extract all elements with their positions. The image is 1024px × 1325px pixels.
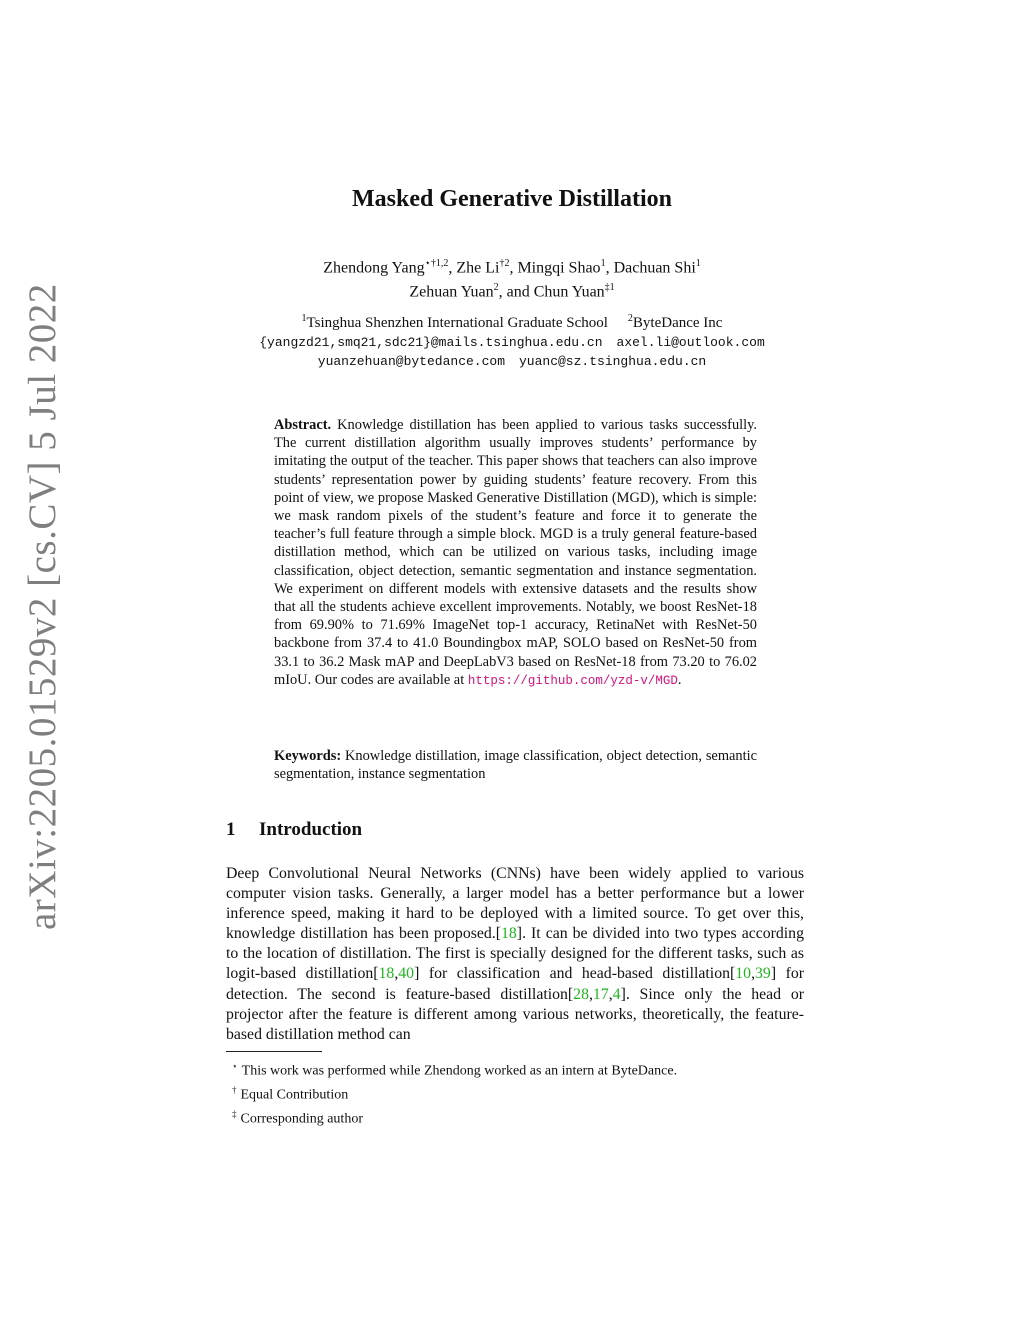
section-title: Introduction bbox=[259, 819, 363, 840]
intro-text: . Since only the head or projector after the feature is different among various networks, theoretically, the feature-based distillation method can bbox=[226, 985, 804, 1043]
citation-separator: , bbox=[394, 965, 399, 983]
citation-bracket: ] bbox=[620, 985, 626, 1003]
citation-link[interactable]: 4 bbox=[612, 985, 621, 1003]
section-heading bbox=[226, 819, 362, 841]
citation-bracket: [ bbox=[567, 985, 574, 1003]
citation-link[interactable]: 40 bbox=[398, 965, 415, 983]
keywords bbox=[274, 747, 757, 783]
citation-separator: , bbox=[588, 985, 593, 1003]
citation-separator: , bbox=[608, 985, 613, 1003]
affiliation-superscript: 2 bbox=[627, 313, 633, 324]
citation-bracket: ] bbox=[770, 965, 777, 983]
author-name: Dachuan Shi bbox=[613, 259, 696, 277]
author-superscript: ‡1 bbox=[604, 282, 615, 294]
author-superscript: †2 bbox=[499, 258, 510, 269]
intro-text: for classification and head-based distillation bbox=[419, 965, 730, 983]
author-list: Zhendong Yang$^{⋆\dagger 1,2}$, Zhe Li$^{\dagger 2}$, Mingqi Shao$^1$, Dachuan Shi$^1$ Zehuan Yuan$^2$, and Chun Yuan$^{\ddagger 1}$ bbox=[323, 258, 701, 301]
citation-link[interactable]: 18 bbox=[378, 965, 395, 983]
keywords-label: Keywords: bbox=[274, 748, 342, 764]
author-name: Zhendong Yang bbox=[323, 259, 425, 277]
abstract-end: . bbox=[677, 671, 682, 688]
footnote-text: Equal Contribution bbox=[240, 1087, 349, 1103]
email-line bbox=[0, 333, 1024, 352]
footnote bbox=[232, 1057, 677, 1081]
affiliation-name: Tsinghua Shenzhen International Graduate School bbox=[306, 315, 608, 331]
author-name: Zehuan Yuan bbox=[409, 283, 494, 301]
abstract bbox=[274, 416, 757, 690]
footnote-text: This work was performed while Zhendong worked as an intern at ByteDance. bbox=[241, 1063, 678, 1079]
abstract-label: Abstract. bbox=[274, 417, 332, 433]
citation-bracket: [ bbox=[495, 925, 501, 943]
footnote-mark: ‡ bbox=[232, 1109, 237, 1120]
affiliation-superscript: 1 bbox=[301, 313, 307, 324]
section-number: 1 bbox=[226, 819, 236, 840]
citation-bracket: ] bbox=[516, 925, 523, 943]
author-superscript: ⋆†1,2 bbox=[424, 258, 449, 269]
email-address: yuanc@sz.tsinghua.edu.cn bbox=[519, 354, 707, 369]
affiliation-name: ByteDance Inc bbox=[632, 315, 723, 331]
footnote-text: Corresponding author bbox=[240, 1111, 363, 1127]
footnotes bbox=[232, 1057, 677, 1129]
citation-bracket: [ bbox=[730, 965, 736, 983]
author-name: Mingqi Shao bbox=[517, 259, 601, 277]
footnote bbox=[232, 1081, 677, 1105]
affiliations bbox=[0, 309, 1024, 371]
author-superscript: 1 bbox=[600, 258, 606, 269]
footnote-mark: † bbox=[232, 1085, 237, 1096]
citation-bracket: ] bbox=[414, 965, 420, 983]
author-name: Zhe Li bbox=[456, 259, 500, 277]
author-superscript: 2 bbox=[493, 282, 499, 294]
intro-text: . It can be divided into two types according to the location of distillation. The first is specially designed for the different tasks, such as logit-based distillation bbox=[226, 925, 804, 983]
intro-text: for detection. The second is feature-based distillation bbox=[226, 965, 804, 1003]
email-address: axel.li@outlook.com bbox=[616, 335, 765, 350]
citation-link[interactable]: 39 bbox=[755, 965, 771, 983]
email-address: {yangzd21,smq21,sdc21}@mails.tsinghua.edu.cn bbox=[259, 335, 603, 350]
intro-paragraph bbox=[226, 864, 804, 1045]
author-superscript: 1 bbox=[695, 258, 701, 269]
footnote-divider bbox=[226, 1051, 322, 1052]
citation-link[interactable]: 17 bbox=[592, 985, 609, 1003]
email-line bbox=[0, 352, 1024, 371]
email-address: yuanzehuan@bytedance.com bbox=[317, 354, 505, 369]
keywords-text: Knowledge distillation, image classification, object detection, semantic segmentation, instance segmentation bbox=[274, 748, 757, 783]
citation-link[interactable]: 18 bbox=[501, 925, 517, 943]
footnote bbox=[232, 1105, 677, 1129]
paper-title: Masked Generative Distillation bbox=[352, 186, 672, 212]
affiliation-line bbox=[0, 309, 1024, 333]
citation-separator: , bbox=[751, 965, 756, 983]
citation-bracket: [ bbox=[373, 965, 379, 983]
code-link[interactable]: https://github.com/yzd-v/MGD bbox=[467, 673, 678, 688]
citation-link[interactable]: 28 bbox=[573, 985, 589, 1003]
citation-link[interactable]: 10 bbox=[735, 965, 752, 983]
abstract-text: Knowledge distillation has been applied to various tasks successfully. The current distillation algorithm usually improves students’ performance by imitating the output of the teacher. This paper shows that teachers can also improve students’ representation power by guiding students’ feature recovery. From this point of view, we propose Masked Generative Distillation (MGD), which is simple: we mask random pixels of the student’s feature and force it to generate the teacher’s full feature through a simple block. MGD is a truly general feature-based distillation method, which can be utilized on various tasks, including image classification, object detection, semantic segmentation and instance segmentation. We experiment on different models with extensive datasets and the results show that all the students achieve excellent improvements. Notably, we boost ResNet-18 from 69.90% to 71.69% ImageNet top-1 accuracy, RetinaNet with ResNet-50 backbone from 37.4 to 41.0 Boundingbox mAP, SOLO based on ResNet-50 from 33.1 to 36.2 Mask mAP and DeepLabV3 based on ResNet-18 from 73.20 to 76.02 mIoU. Our codes are available at bbox=[274, 417, 757, 688]
intro-text: Deep Convolutional Neural Networks (CNNs) have been widely applied to various computer vision tasks. Generally, a larger model has a better performance but a lower inference speed, making it hard to be deployed with a limited source. To get over this, knowledge distillation has been proposed. bbox=[226, 865, 804, 943]
author-name: Chun Yuan bbox=[533, 283, 605, 301]
author-conjunction: and bbox=[506, 283, 530, 301]
arxiv-identifier: arXiv:2205.01529v2 [cs.CV] 5 Jul 2022 bbox=[21, 283, 64, 930]
footnote-mark: ⋆ bbox=[232, 1061, 238, 1071]
